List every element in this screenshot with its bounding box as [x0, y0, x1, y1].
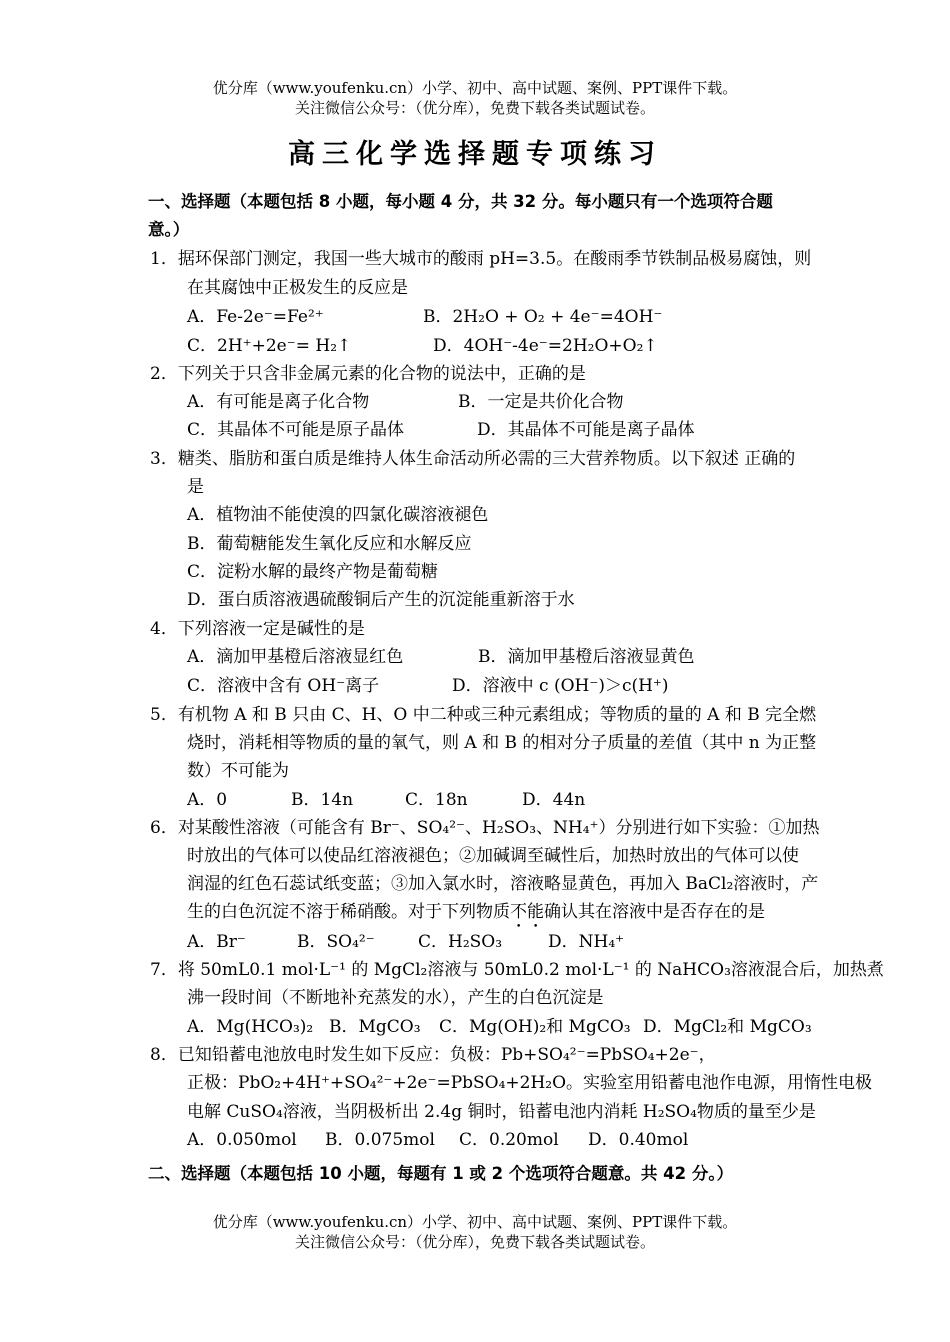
q5-stem: 5．有机物 A 和 B 只由 C、H、O 中二种或三种元素组成；等物质的量的 A 和 B 完全燃: [150, 705, 817, 725]
q7-stem-cont: 沸一段时间（不断地补充蒸发的水），产生的白色沉淀是: [187, 988, 604, 1008]
q3-option-d: D．蛋白质溶液遇硫酸铜后产生的沉淀能重新溶于水: [187, 590, 575, 610]
q4-option-d: D．溶液中 c (OH⁻)＞c(H⁺): [452, 676, 669, 696]
q1-option-d: D．4OH⁻-4e⁻=2H₂O+O₂↑: [433, 336, 658, 356]
q5-stem-cont-2: 数）不可能为: [187, 761, 289, 781]
q5-option-a: A．0: [187, 790, 228, 810]
q3-option-a: A．植物油不能使溴的四氯化碳溶液褪色: [187, 505, 489, 525]
q7-stem: 7．将 50mL0.1 mol·L⁻¹ 的 MgCl₂溶液与 50mL0.2 mol·L⁻¹ 的 NaHCO₃溶液混合后，加热煮: [150, 960, 884, 980]
q6-stem: 6．对某酸性溶液（可能含有 Br⁻、SO₄²⁻、H₂SO₃、NH₄⁺）分别进行如下实验：①加热: [150, 818, 820, 838]
q1-stem-cont: 在其腐蚀中正极发生的反应是: [187, 278, 408, 298]
q1-option-c: C．2H⁺+2e⁻= H₂↑: [187, 336, 352, 356]
q2-option-b: B．一定是共价化合物: [458, 392, 624, 412]
q7-option-d: D．MgCl₂和 MgCO₃: [643, 1017, 812, 1037]
q2-option-c: C．其晶体不可能是原子晶体: [187, 420, 405, 440]
q6-emphasis-not: 不能: [510, 902, 544, 922]
q1-stem: 1．据环保部门测定，我国一些大城市的酸雨 pH=3.5。在酸雨季节铁制品极易腐蚀，则: [150, 249, 812, 269]
q6-option-d: D．NH₄⁺: [548, 932, 625, 952]
q3-stem-cont: 是: [187, 477, 204, 497]
q7-option-a: A．Mg(HCO₃)₂: [187, 1017, 314, 1037]
q2-option-d: D．其晶体不可能是离子晶体: [477, 420, 695, 440]
q6-option-a: A．Br⁻: [187, 932, 246, 952]
q4-stem: 4．下列溶液一定是碱性的是: [150, 619, 365, 639]
q6-text-before: 生的白色沉淀不溶于稀硝酸。对于下列物质: [187, 902, 510, 922]
q4-option-c: C．溶液中含有 OH⁻离子: [187, 676, 380, 696]
header-line-2: 关注微信公众号：（优分库），免费下载各类试题试卷。: [294, 99, 655, 117]
q6-stem-cont-3: [187, 898, 765, 932]
q1-option-a: A．Fe-2e⁻=Fe²⁺: [187, 307, 324, 327]
q7-option-b: B．MgCO₃: [329, 1017, 421, 1037]
q4-option-b: B．滴加甲基橙后溶液显黄色: [478, 647, 695, 667]
q8-stem-cont-2: 电解 CuSO₄溶液，当阴极析出 2.4g 铜时，铅蓄电池内消耗 H₂SO₄物质的量至少是: [187, 1102, 816, 1122]
q5-option-b: B．14n: [291, 790, 354, 810]
q3-stem: 3．糖类、脂肪和蛋白质是维持人体生命活动所必需的三大营养物质。以下叙述 正确的: [150, 449, 796, 469]
q6-text-after: 确认其在溶液中是否存在的是: [544, 902, 765, 922]
q1-option-b: B．2H₂O + O₂ + 4e⁻=4OH⁻: [423, 307, 663, 327]
footer-line-2: 关注微信公众号：（优分库），免费下载各类试题试卷。: [294, 1233, 655, 1251]
q8-stem: 8．已知铅蓄电池放电时发生如下反应：负极：Pb+SO₄²⁻=PbSO₄+2e⁻，: [150, 1045, 716, 1065]
q6-option-b: B．SO₄²⁻: [297, 932, 375, 952]
page-title: 高三化学选择题专项练习: [288, 139, 662, 170]
footer-line-1: 优分库（www.youfenku.cn）小学、初中、高中试题、案例、PPT课件下载。: [212, 1213, 738, 1231]
section-1-heading: 一、选择题（本题包括 8 小题，每小题 4 分，共 32 分。每小题只有一个选项符合题: [148, 192, 773, 211]
header-line-1: 优分库（www.youfenku.cn）小学、初中、高中试题、案例、PPT课件下载。: [212, 79, 738, 97]
q3-option-b: B．葡萄糖能发生氧化反应和水解反应: [187, 534, 472, 554]
q8-option-a: A．0.050mol: [187, 1130, 297, 1150]
q8-option-d: D．0.40mol: [588, 1130, 689, 1150]
q6-option-c: C．H₂SO₃: [418, 932, 503, 952]
section-1-heading-cont: 意。）: [148, 220, 190, 239]
q5-option-d: D．44n: [522, 790, 586, 810]
q2-option-a: A．有可能是离子化合物: [187, 392, 370, 412]
q2-stem: 2．下列关于只含非金属元素的化合物的说法中，正确的是: [150, 364, 586, 384]
q4-option-a: A．滴加甲基橙后溶液显红色: [187, 647, 404, 667]
q6-stem-cont-2: 润湿的红色石蕊试纸变蓝；③加入氯水时，溶液略显黄色，再加入 BaCl₂溶液时，产: [187, 874, 819, 894]
q7-option-c: C．Mg(OH)₂和 MgCO₃: [439, 1017, 631, 1037]
q8-stem-cont-1: 正极：PbO₂+4H⁺+SO₄²⁻+2e⁻=PbSO₄+2H₂O。实验室用铅蓄电池作电源，用惰性电极: [187, 1073, 873, 1093]
q5-option-c: C．18n: [405, 790, 468, 810]
q5-stem-cont-1: 烧时，消耗相等物质的量的氧气，则 A 和 B 的相对分子质量的差值（其中 n 为正整: [187, 733, 817, 753]
q8-option-c: C．0.20mol: [459, 1130, 559, 1150]
q8-option-b: B．0.075mol: [325, 1130, 435, 1150]
q6-stem-cont-1: 时放出的气体可以使品红溶液褪色；②加碱调至碱性后，加热时放出的气体可以使: [187, 846, 799, 866]
section-2-heading: 二、选择题（本题包括 10 小题，每题有 1 或 2 个选项符合题意。共 42 分。）: [148, 1164, 734, 1183]
q3-option-c: C．淀粉水解的最终产物是葡萄糖: [187, 562, 439, 582]
